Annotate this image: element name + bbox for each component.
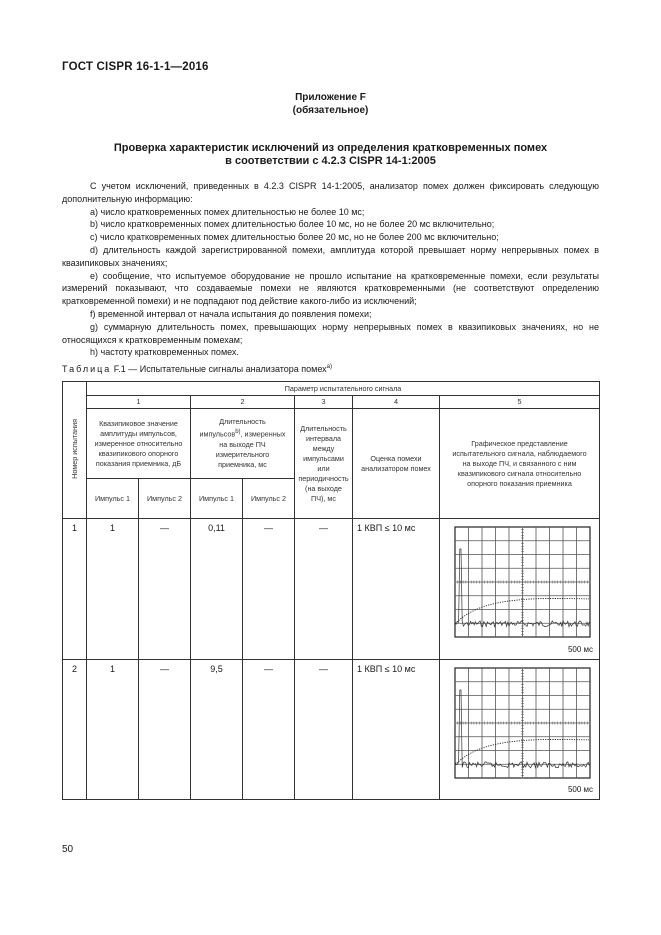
table-row — [63, 519, 600, 660]
body-text — [62, 180, 599, 359]
subheader-pulse1: Импульс 1 — [87, 479, 139, 519]
cell-evaluation: 1 КВП ≤ 10 мс — [353, 660, 440, 800]
plot-time-label: 500 мс — [567, 645, 594, 654]
page-number: 50 — [62, 844, 74, 855]
cell-dur-pulse1: 9,5 — [191, 660, 243, 800]
list-item: a) число кратковременных помех длительностью не более 10 мс; — [90, 206, 365, 217]
row-number: 1 — [63, 519, 87, 660]
list-item: g) суммарную длительность помех, превышающих норму непрерывных помех в квазипиковых значениях, но не относящихся к кратковременным помехам; — [62, 321, 599, 345]
cell-dur-pulse2: — — [243, 660, 295, 800]
list-item: b) число кратковременных помех длительностью более 10 мс, но не более 20 мс включительно; — [90, 219, 495, 230]
list-item: c) число кратковременных помех длительностью более 20 мс, но не более 200 мс включительно; — [90, 232, 499, 243]
plot-qp-curve — [455, 599, 589, 624]
cell-amp-pulse1: 1 — [87, 660, 139, 800]
test-signals-table — [62, 381, 600, 800]
cell-dur-pulse2: — — [243, 519, 295, 660]
table-row — [63, 660, 600, 800]
col2-header-rest: , измеренных на выходе ПЧ измерительного приемника, мс — [215, 429, 286, 469]
col-number: 2 — [191, 396, 295, 409]
document-header: ГОСТ CISPR 16-1-1—2016 — [62, 61, 209, 73]
signal-plot — [453, 666, 591, 779]
table-caption-note: a) — [326, 364, 333, 370]
subheader-pulse1: Импульс 1 — [191, 479, 243, 519]
col-number: 5 — [440, 396, 600, 409]
cell-amp-pulse2: — — [139, 660, 191, 800]
appendix-subtitle: (обязательное) — [292, 105, 369, 116]
appendix-title: Приложение F — [295, 92, 366, 103]
cell-plot — [440, 660, 600, 800]
list-item: e) сообщение, что испытуемое оборудование не прошло испытание на кратковременные помехи, если результаты измерений показывают, что создаваемые помехи не являются кратковременными (не соответствуют определению кратковременной помехи) и не подпадают под действие какого-либо из исключений; — [62, 270, 599, 307]
section-heading-line2: в соответствии с 4.2.3 CISPR 14-1:2005 — [225, 155, 436, 167]
table-caption-text: F.1 — Испытательные сигналы анализатора помех — [111, 364, 327, 374]
col2-header-note: b) — [235, 429, 241, 436]
cell-evaluation: 1 КВП ≤ 10 мс — [353, 519, 440, 660]
paragraph: С учетом исключений, приведенных в 4.2.3 CISPR 14-1:2005, анализатор помех должен фиксировать следующую дополнительную информацию: — [62, 181, 599, 204]
col-number: 3 — [295, 396, 353, 409]
table-caption — [62, 364, 332, 374]
table-caption-prefix: Таблица — [62, 364, 112, 374]
list-item: d) длительность каждой зарегистрированной помехи, амплитуда которой превышает норму непрерывных помех в квазипиковых значениях; — [62, 244, 599, 268]
col2-header — [191, 409, 295, 479]
cell-amp-pulse1: 1 — [87, 519, 139, 660]
rownum-header-cell — [63, 382, 87, 519]
col-number: 4 — [353, 396, 440, 409]
cell-amp-pulse2: — — [139, 519, 191, 660]
section-heading-line1: Проверка характеристик исключений из определения кратковременных помех — [113, 142, 548, 154]
col5-header: Графическое представление испытательного сигнала, наблюдаемого на выходе ПЧ, и связанного с ним квазипикового сигнала относительно опорного показания приемника — [440, 409, 600, 519]
cell-dur-pulse1: 0,11 — [191, 519, 243, 660]
plot-qp-curve — [455, 740, 589, 765]
cell-interval: — — [295, 660, 353, 800]
rownum-header: Номер испытания — [69, 418, 79, 479]
col2-header-text: Длительность импульсов — [199, 417, 266, 439]
row-number: 2 — [63, 660, 87, 800]
list-item: f) временной интервал от начала испытания до появления помехи; — [90, 308, 372, 319]
signal-plot — [453, 525, 591, 638]
col4-header: Оценка помехи анализатором помех — [353, 409, 440, 519]
plot-time-label: 500 мс — [567, 785, 594, 794]
col1-header: Квазипиковое значение амплитуды импульсов, измеренное относительно квазипикового опорного показания приемника, дБ — [87, 409, 191, 479]
subheader-pulse2: Импульс 2 — [243, 479, 295, 519]
cell-plot — [440, 519, 600, 660]
param-header: Параметр испытательного сигнала — [87, 382, 600, 396]
subheader-pulse2: Импульс 2 — [139, 479, 191, 519]
cell-interval: — — [295, 519, 353, 660]
list-item: h) частоту кратковременных помех. — [90, 347, 239, 358]
col-number: 1 — [87, 396, 191, 409]
col3-header: Длительность интервала между импульсами или периодичность (на выходе ПЧ), мс — [295, 409, 353, 519]
